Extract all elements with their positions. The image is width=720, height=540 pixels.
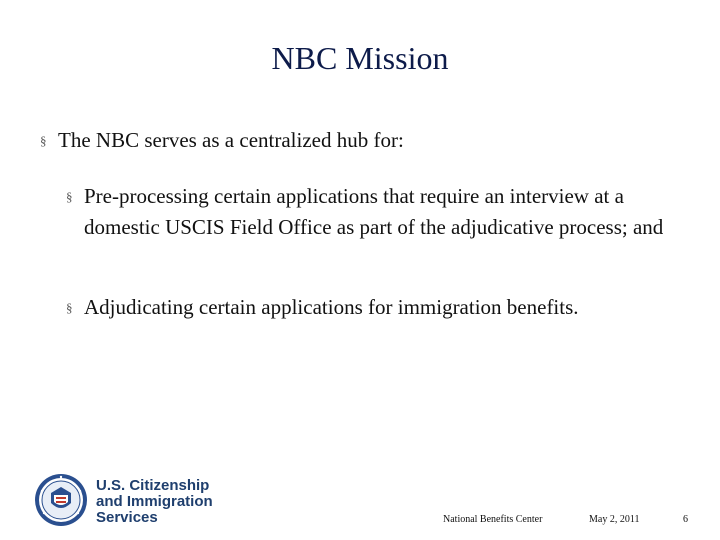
- footer-date: May 2, 2011: [589, 514, 640, 525]
- bullet-level1: [40, 125, 690, 156]
- uscis-logo-text: [96, 478, 213, 526]
- logo-line: and Immigration: [96, 493, 213, 510]
- bullet-text: Pre-processing certain applications that require an interview at a domestic USCIS Field Office as part of the adjudicative process; and: [84, 184, 664, 239]
- dhs-seal-icon: [34, 473, 88, 527]
- logo-line: U.S. Citizenship: [96, 477, 210, 494]
- slide-title: NBC Mission: [271, 40, 449, 76]
- bullet-level2: [66, 181, 686, 243]
- page-number: 6: [683, 514, 688, 525]
- bullet-marker: §: [40, 133, 47, 148]
- footer-organization: National Benefits Center: [443, 514, 543, 525]
- bullet-level2: [66, 292, 686, 323]
- bullet-text: Adjudicating certain applications for immigration benefits.: [84, 295, 579, 319]
- logo-line: Services: [96, 509, 158, 526]
- bullet-marker: §: [66, 300, 73, 315]
- bullet-text: The NBC serves as a centralized hub for:: [58, 128, 404, 152]
- bullet-marker: §: [66, 189, 73, 204]
